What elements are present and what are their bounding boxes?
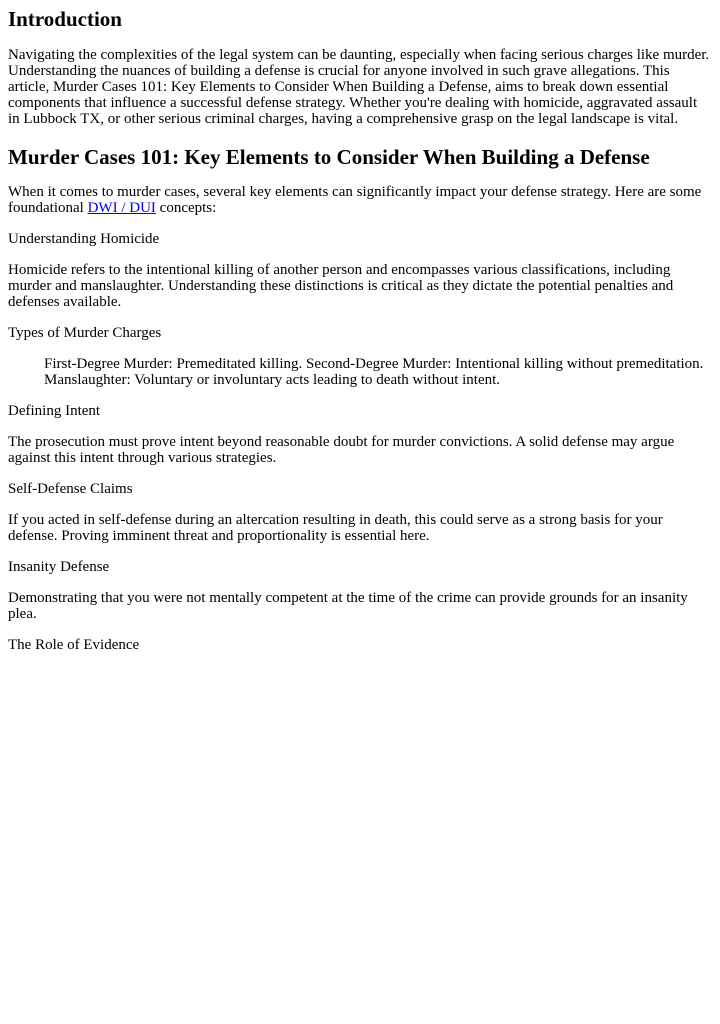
selfdef-title: Self-Defense Claims [8, 481, 133, 497]
evidence-title: The Role of Evidence [8, 637, 140, 653]
lead-text-after: concepts: [155, 200, 217, 216]
types-text: First-Degree Murder: Premeditated killing. Second-Degree Murder: Intentional killing without premeditation. Manslaughter: Voluntary or involuntary acts leading to death without intent. [44, 356, 704, 388]
intent-text: The prosecution must prove intent beyond reasonable doubt for murder convictions. A solid defense may argue against this intent through various strategies. [8, 434, 675, 466]
article [0, 7, 720, 653]
intent-title: Defining Intent [8, 403, 101, 419]
homicide-title: Understanding Homicide [8, 231, 160, 247]
intro-heading: Introduction [8, 7, 122, 31]
homicide-text: Homicide refers to the intentional killing of another person and encompasses various classifications, including murder and manslaughter. Understanding these distinctions is critical as they dictate the potential penalties and defenses available. [8, 262, 674, 310]
insanity-text: Demonstrating that you were not mentally competent at the time of the crime can provide grounds for an insanity plea. [8, 590, 688, 622]
lead-paragraph [8, 184, 712, 216]
types-title: Types of Murder Charges [8, 325, 162, 341]
dwi-dui-link[interactable]: DWI / DUI [87, 200, 156, 216]
selfdef-text: If you acted in self-defense during an altercation resulting in death, this could serve as a strong basis for your defense. Proving imminent threat and proportionality is essential here. [8, 512, 663, 544]
main-heading: Murder Cases 101: Key Elements to Consider When Building a Defense [8, 145, 650, 169]
insanity-title: Insanity Defense [8, 559, 110, 575]
intro-paragraph: Navigating the complexities of the legal system can be daunting, especially when facing serious charges like murder. Understanding the nuances of building a defense is crucial for anyone involved in such grave allegations. This article, Murder Cases 101: Key Elements to Consider When Building a Defense, aims to break down essential components that influence a successful defense strategy. Whether you're dealing with homicide, aggravated assault in Lubbock TX, or other serious criminal charges, having a comprehensive grasp on the legal landscape is vital. [8, 47, 710, 127]
lead-text-before: When it comes to murder cases, several key elements can significantly impact your defense strategy. Here are some foundational [8, 184, 702, 216]
